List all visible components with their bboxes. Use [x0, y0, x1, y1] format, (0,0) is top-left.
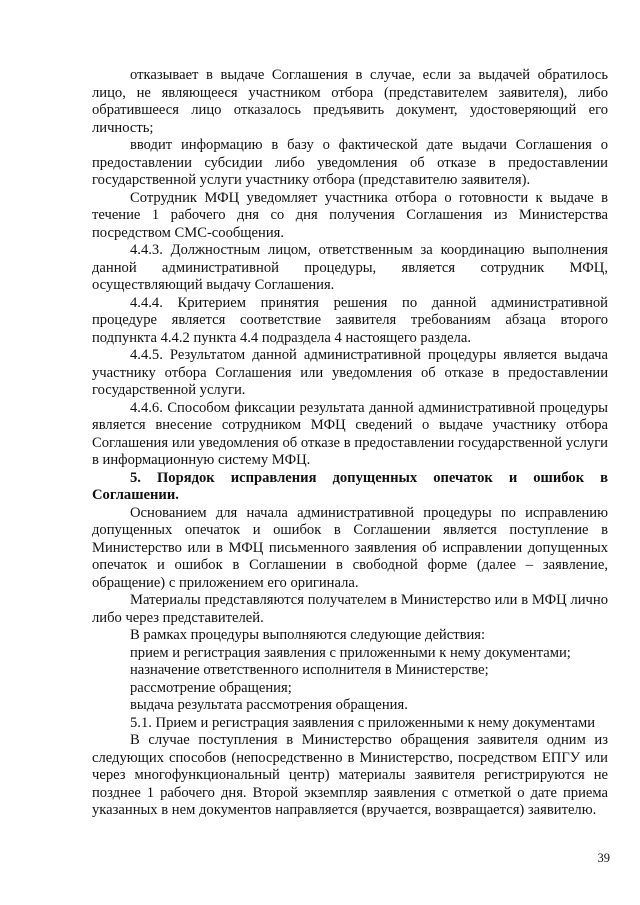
paragraph-4-4-6: 4.4.6. Способом фиксации результата данной административной процедуры является внесение сотрудником МФЦ сведений о выдаче участнику отбора Соглашения или уведомления об отказе в предоставлении государственной услуги в информационную систему МФЦ. [92, 399, 608, 468]
list-item-review: рассмотрение обращения; [130, 679, 292, 696]
paragraph-4-4-3: 4.4.3. Должностным лицом, ответственным за координацию выполнения данной административной процедуры, является сотрудник МФЦ, осуществляющий выдачу Соглашения. [92, 242, 608, 293]
list-item-reception: прием и регистрация заявления с приложенными к нему документами; [130, 644, 571, 661]
section-5-heading: 5. Порядок исправления допущенных опечаток и ошибок в Соглашении. [92, 469, 608, 503]
paragraph-materials: Материалы представляются получателем в Министерство или в МФЦ лично либо через представителей. [92, 592, 608, 626]
paragraph-registration: В случае поступления в Министерство обращения заявителя одним из следующих способов (непосредственно в Министерство, посредством ЕПГУ или через многофункциональный центр) материалы заявителя регистрируются не позднее 1 рабочего дня. Второй экземпляр заявления с отметкой о дате приема указанных в нем документов направляется (вручается, возвращается) заявителю. [92, 732, 608, 818]
document-body [92, 67, 608, 820]
paragraph-database-entry: вводит информацию в базу о фактической дате выдачи Соглашения о предоставлении субсидии либо уведомления об отказе в предоставлении государственной услуги участнику отбора (представителю заявителя). [92, 137, 608, 188]
subsection-5-1-heading: 5.1. Прием и регистрация заявления с приложенными к нему документами [130, 714, 596, 731]
page-number: 39 [597, 851, 610, 865]
paragraph-4-4-4: 4.4.4. Критерием принятия решения по данной административной процедуре является соответствие заявителя требованиям абзаца второго подпункта 4.4.2 пункта 4.4 подраздела 4 настоящего раздела. [92, 294, 608, 346]
paragraph-actions-intro: В рамках процедуры выполняются следующие действия: [130, 627, 486, 643]
list-item-assignment: назначение ответственного исполнителя в Министерстве; [130, 662, 489, 678]
paragraph-sms-notification: Сотрудник МФЦ уведомляет участника отбора о готовности к выдаче в течение 1 рабочего дня со дня получения Соглашения из Министерства посредством СМС-сообщения. [92, 189, 608, 241]
paragraph-refusal-conditions: отказывает в выдаче Соглашения в случае, если за выдачей обратилось лицо, не являющееся участником отбора (представителем заявителя), либо обратившееся лицо отказалось предъявить документ, удостоверяющий его личность; [92, 67, 608, 136]
list-item-result: выдача результата рассмотрения обращения. [130, 697, 408, 713]
paragraph-4-4-5: 4.4.5. Результатом данной административной процедуры является выдача участнику отбора Соглашения или уведомления об отказе в предоставлении государственной услуги. [92, 347, 608, 398]
paragraph-grounds: Основанием для начала административной процедуры по исправлению допущенных опечаток и ошибок в Соглашении является поступление в Министерство или в МФЦ письменного заявления об исправлении допущенных опечаток и ошибок в Соглашении в свободной форме (далее – заявление, обращение) с приложением его оригинала. [92, 504, 608, 591]
